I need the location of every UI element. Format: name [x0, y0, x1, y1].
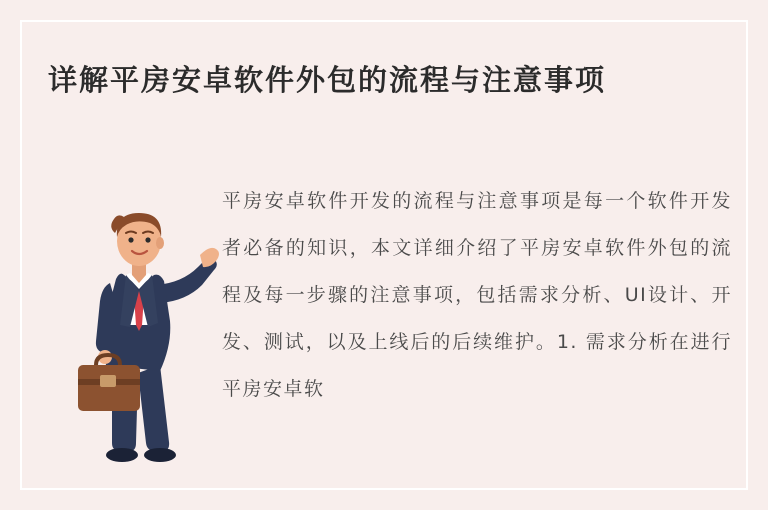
businessman-with-briefcase-illustration	[60, 175, 220, 475]
article-body: 平房安卓软件开发的流程与注意事项是每一个软件开发者必备的知识，本文详细介绍了平房安卓软件外包的流程及每一步骤的注意事项，包括需求分析、UI设计、开发、测试，以及上线后的后续维护。1. 需求分析在进行平房安卓软	[222, 190, 732, 400]
page-title: 详解平房安卓软件外包的流程与注意事项	[48, 63, 607, 97]
